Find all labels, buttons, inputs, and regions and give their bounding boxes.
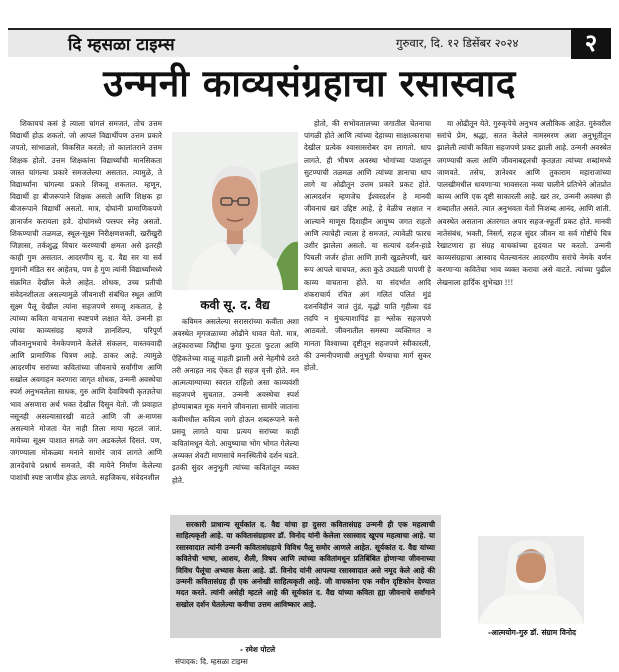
- newspaper-header: [8, 28, 611, 57]
- headline: उन्मनी काव्यसंग्रहाचा रसास्वाद: [103, 62, 516, 105]
- poet-photo: [172, 132, 298, 290]
- poet-portrait-icon: [172, 132, 298, 290]
- signature-name: - रमेश पोटले: [240, 645, 276, 654]
- page-number: २: [571, 28, 611, 59]
- column-3: [304, 118, 431, 510]
- editor-note-text: सरकारी प्राधान्य सूर्यकांत द. वैद्य यांचा हा दुसरा कवितासंग्रह उन्मनी ही एक महत्वाची साहित्यकृती आहे. या कवितासंग्रहावर डॉ. विनोद यांनी केलेला रसास्वाद खूपच महत्वाचा आहे. या रसास्वादात त्यांनी उन्मनी कवितासंग्रहाचे विविध पैलू समोर आणले आहेत. सूर्यकांत द. वैद्य यांच्या कवितेची भाषा, आशय, शैली, विषय आणि त्यांच्या कवितांमधून प्रतिबिंबित होणाऱ्या जीवनाच्या विविध पैलूंचा अभ्यास केला आहे. डॉ. विनोद यांनी आपल्या रसास्वादात असे नमूद केले आहे की उन्मनी कवितासंग्रह ही एक अनोखी साहित्यकृती आहे. जी वाचकांना एक नवीन दृष्टिकोन देण्यात मदत करते. त्यांनी असेही म्हटले आहे की सूर्यकांत द. वैद्य यांच्या कविता ह्या जीवनाचे सर्वांगाने सखोल दर्शन घेतलेल्या कवीचा उत्तम आविष्कार आहे.: [176, 520, 435, 609]
- column-2: [172, 316, 299, 508]
- column-3-text: होतो, की सभोवतालच्या जगातील चेतनाचा पांगळी होते आणि त्यांच्या देहाच्या साक्षात्काराचा देखील प्रत्येक श्वासासरोबर दम लागतो. धाप लागते. ही भीषण अवस्था भोगांच्या पाशातून सुटण्याची तळमळ आणि त्यांच्या ज्ञानाचा धाप लागे या ओढीतून उत्तम प्रकारे प्रकट होते. आत्मदर्शन म्हणजेच ईश्वरदर्शन हे मानवी जीवनाचं खरं उद्दिष्ट आहे, हे वेळीच लक्षात न आल्याने माणूस दिशाहीन आयुष्य जगत राहतो आणि त्याचेही त्याला हे समजतं, त्यावेळी फारच उशीर झालेला असतो. या सत्याचं दर्शन-हाडे पिचली जर्जर होता आणि ज्ञानी खुडलेपणी, खरं रूप आपले चाचपत, अता कुठे उघडली पापणी हे काव्य वाचताना होते. या संदर्भात आदि शंकराचार्य रचित अंगं गलितं पलितं मुंडं दशनविहीनं जातं तुंडं, वृद्धो याति गृहीत्वा दंडं तदपि न मुंचत्याशापिंडं हा श्लोक सहजपणे आठवतो. जीवनातील समस्या व्यक्तिगत न मानता विश्वाच्या दृष्टीतून सहजपणे स्वीकारली, की उन्मनीपणाची अनुभूती घेण्याचा मार्ग सुकर होतो.: [304, 119, 431, 373]
- column-4-text: या ओढीतून येते. गुरुकृपेचे अनुभव अलौकिक आहेत. गुरुंवरील सरांचे प्रेम, श्रद्धा, सतत केलेले नामस्मरण अशा अनुभूतीतून झालेली त्यांची कविता सहजपणे प्रकट झाली आहे. उन्मनी अवस्थेत जगण्याची कला आणि जीवनाबद्दलची कृतज्ञता त्यांच्या शब्दांमध्ये जाणवते. तसेच, ज्ञानेश्वर आणि तुकाराम महाराजांच्या पालखीमधील धावणाऱ्या भावसरता नव्या चालीने प्रतिभेने ओतप्रोत काव्य आणि एक दृष्टी साकारली आहे. खरं तर, उन्मनी अवस्था ही शब्दातीत असते. त्यात अनुभवता येतो निःशब्द आनंद, आणि शांती. अवस्थेत असताना अंतरंगात अपार सहज-स्फूर्ती प्रकट होते. मानवी नातेसंबंध, भक्ती, निसर्ग, सहज सुंदर जीवन या सर्व गोष्टींचे चित्र रेखाटणारा हा संग्रह वाचकांच्या हृदयात घर करतो. उन्मनी काव्यसंग्रहाचा आस्वाद घेतल्यानंतर आदरणीय सरांचे नेमके वर्णन करणाऱ्या कवितेचा भाव व्यक्त करावा असे वाटते. त्यांच्या पुढील लेखनाला हार्दिक शुभेच्छा !!!: [437, 119, 611, 287]
- column-1: [10, 118, 162, 666]
- newspaper-name: दि म्हसळा टाइम्स: [68, 35, 175, 55]
- photo-caption: कवी सू. द. वैद्य: [200, 298, 270, 312]
- column-1-text: शिकायचं कसं हे त्याला चांगलं समजतं, तोच उत्तम विद्यार्थी होऊ शकतो. जो आपलं विद्यार्थीपण उत्तम प्रकारे जपतो, सांभाळतो, विकसित करतो; तो कालांतराने उत्तम शिक्षक होतो. उत्तम शिक्षकांना विद्यार्थ्यांची मानसिकता जास्त चांगल्या प्रकारे समजलेल्या असतात. त्यामुळे, ते विद्यार्थ्यांना चांगल्या प्रकारे शिकवू शकतात. म्हणून, विद्यार्थी हा बीजरूपाने शिक्षक असतो आणि शिक्षक हा बीजरूपाने विद्यार्थी असतो. मात्र, दोघांनी प्रामाणिकपणे ज्ञानार्जन करायला हवे. दोघांमध्ये परस्पर स्नेह असतो. शिकण्याची तळमळ, स्थूल-सूक्ष्म निरीक्षणशक्ती, खरीखुरी जिज्ञासा, तर्कशुद्ध विचार करण्याची क्षमता असे इतरही काही गुण असतात. आदरणीय सू. द. वैद्य सर या सर्व गुणांनी मंडित सर आहेतच, पण हे गुण त्यांनी विद्यार्थ्यांमध्ये संक्रमित देखील केले आहेत. शोधक, उच्च प्रतीची संवेदनशीलता असल्यामुळे जीवनाशी संबंधित स्थूल आणि सूक्ष्म पैलू देखील त्यांना सहजपणे समजू शकतात, हे त्यांच्या कविता वाचताना स्पष्टपणे लक्षात येते. उन्मनी हा त्यांचा काव्यसंग्रह म्हणजे ज्ञानशिल्प, परिपूर्ण जीवनानुभवाचे नेमकेपणाने केलेले संकलन, वास्तववादी आणि प्रामाणिक चित्रण आहे. ठाकर आहे. त्यामुळे आदरणीय सरांच्या कवितांच्या जीवनाचे सर्वांगीण आणि सखोल अवगाहन करणारा जागृत शोधक, उन्मनी अवस्थेचा स्पर्श अनुभवलेला साधक, गुरु आणि देवाविषयी कृतज्ञतेचा भाव असणारा अर्थ भक्त देखील दिसून येतो. जी प्रवाहात नसूनही असल्यासारखी वाटते आणि जी अ-माणस असल्याने मोजता येत नाही तिला माया म्हटलं जातं. मायेच्या सूक्ष्म पाशात सगळे जग अडकलेलं दिसतं. पण, जगण्याला मोकळ्या मनाने सामोरं जावं लागते आणि ज्ञानदेवांचे प्रश्नार्थ समजते, की मायेने निर्माण केलेल्या पाशांची स्पष्ट जाणीव होऊ लागते. सहजिकच, संवेदनशील: [10, 119, 162, 482]
- author-caption: -आत्मयोग-गुरु डॉ. संग्राम विनोद: [487, 628, 577, 637]
- editor-note-box: [170, 515, 441, 638]
- author-portrait-icon: [478, 536, 584, 624]
- column-2-text: कविमन असलेल्या सरासरांच्या कवीता अशा अवस्थेत मृगजळाच्या ओढीने धावत येतो. मात्र, अहंकाराच्या जिद्दीचा फुगा फुटता फुटता आणि ऐहिकतेच्या वाळू वाहती झाली असे नेहमीचे ठरते तरी अनाहत नाद ऐकत ही सहज वृत्ती होते. मन आत्मत्याग्याच्या स्वरात राहिलो असा काव्यवंशी सहजपणे सुचतात. उन्मनी अवस्थेचा स्पर्श होण्याबाबत मूक मनाने जीवनाला सामोरे जाताना कवीमधील कवित्व जागे होऊन शब्दरूपाने कसे प्रसवू लागते याचा प्रत्यय सरांच्या काही कवितांमधून येतो. आयुष्याचा भोग भोगत गेलेल्या अव्यक्त शेवटी माणसाचे मनःस्थितीचे दर्शन घडते. इतकी सुंदर अनुभूती त्यांच्या कवितांतून व्यक्त होते.: [172, 317, 299, 485]
- column-4: [437, 118, 611, 530]
- author-photo: [478, 536, 584, 624]
- issue-date: गुरुवार, दि. १२ डिसेंबर २०२४: [396, 36, 519, 50]
- signature-role: संपादक: दि. म्हसळा टाइम्स: [175, 657, 248, 666]
